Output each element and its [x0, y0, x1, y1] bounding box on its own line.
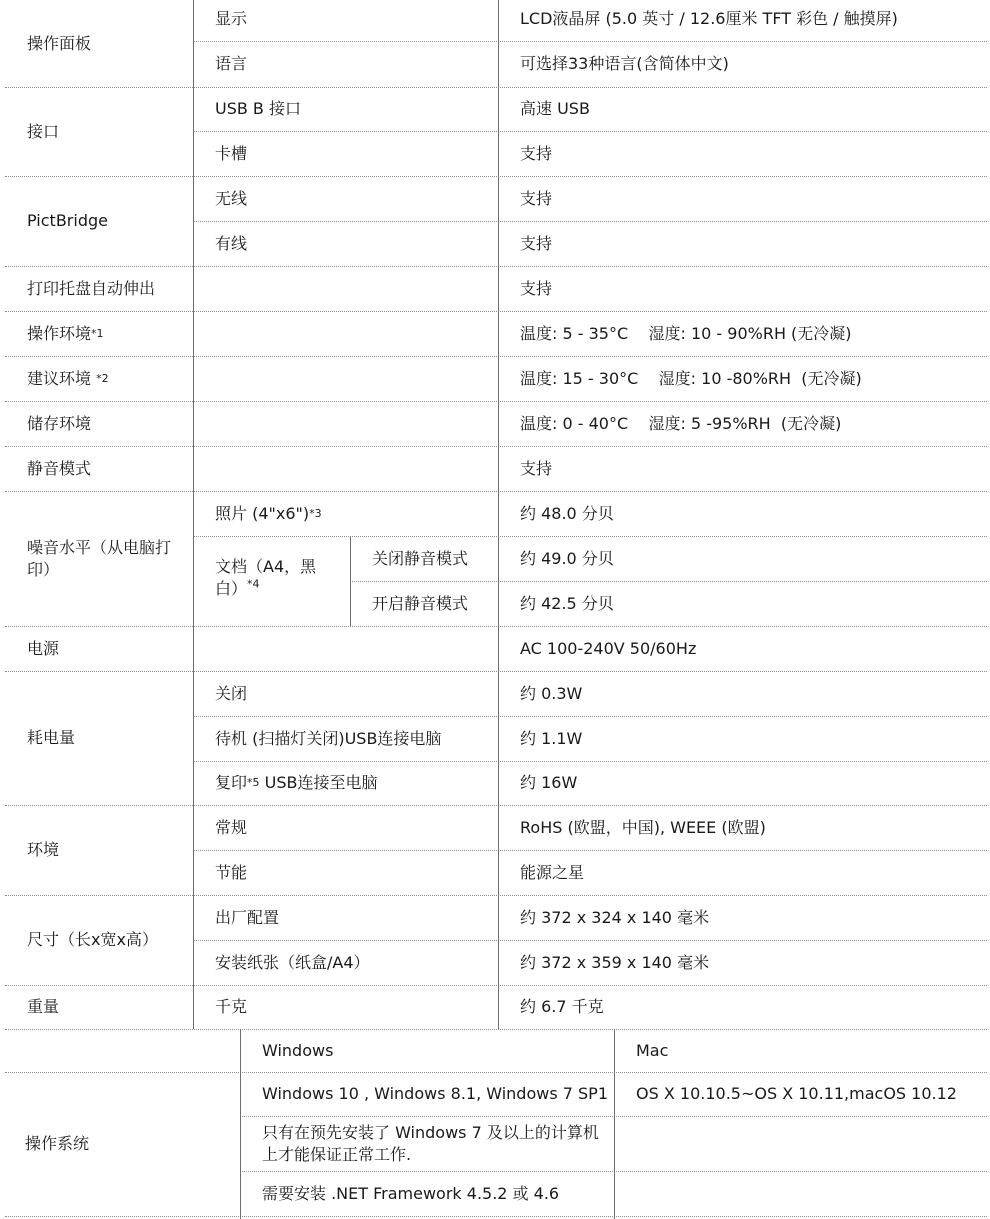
tray-label: 打印托盘自动伸出	[27, 278, 156, 298]
quiet-off-value: 约 49.0 分贝	[520, 548, 614, 568]
card-slot-value: 支持	[520, 143, 553, 163]
noise-label: 噪音水平（从电脑打印）	[27, 537, 172, 579]
power-label: 电源	[27, 638, 60, 658]
windows-header: Windows	[262, 1040, 334, 1060]
usb-port-label: USB B 接口	[215, 99, 301, 118]
quiet-mode-value: 支持	[520, 458, 553, 478]
quiet-off-label: 关闭静音模式	[372, 548, 469, 568]
os-label: 操作系统	[25, 1134, 90, 1153]
energy-label: 节能	[215, 862, 248, 882]
weight-unit-label: 千克	[215, 997, 248, 1016]
interface-label: 接口	[27, 121, 60, 141]
storage-env-value: 温度: 0 - 40°C 湿度: 5 -95%RH (无冷凝)	[520, 413, 842, 433]
recommended-env-value: 温度: 15 - 30°C 湿度: 10 -80%RH (无冷凝)	[520, 368, 862, 388]
wireless-value: 支持	[520, 188, 553, 208]
factory-config-label: 出厂配置	[215, 907, 280, 927]
with-paper-label: 安装纸张（纸盒/A4）	[215, 952, 370, 972]
weight-value: 约 6.7 千克	[520, 997, 604, 1016]
photo-noise-label: 照片 (4"x6") *3	[215, 503, 322, 523]
operating-env-value: 温度: 5 - 35°C 湿度: 10 - 90%RH (无冷凝)	[520, 323, 852, 343]
row-divider	[5, 1216, 987, 1217]
with-paper-value: 约 372 x 359 x 140 毫米	[520, 952, 710, 972]
operating-env-label: 操作环境 *1	[27, 323, 104, 343]
regulation-value: RoHS (欧盟，中国), WEEE (欧盟)	[520, 817, 766, 837]
recommended-env-label: 建议环境 *2	[27, 368, 109, 388]
wired-value: 支持	[520, 233, 553, 253]
quiet-on-value: 约 42.5 分贝	[520, 593, 614, 613]
tray-value: 支持	[520, 278, 553, 298]
windows-requirement-note: 只有在预先安装了 Windows 7 及以上的计算机上才能保证正常工作.	[262, 1122, 599, 1164]
power-value: AC 100-240V 50/60Hz	[520, 638, 697, 658]
environment-label: 环境	[27, 840, 60, 859]
quiet-on-label: 开启静音模式	[372, 593, 469, 613]
control-panel-label: 操作面板	[27, 33, 92, 53]
copy-value: 约 16W	[520, 773, 578, 792]
footnote-mark: *4	[247, 577, 260, 591]
wired-label: 有线	[215, 233, 248, 253]
mac-header: Mac	[636, 1040, 669, 1060]
quiet-mode-label: 静音模式	[27, 458, 92, 478]
standby-label: 待机 (扫描灯关闭)USB连接电脑	[215, 728, 442, 748]
dotnet-requirement-note: 需要安装 .NET Framework 4.5.2 或 4.6	[262, 1183, 560, 1203]
pictbridge-label: PictBridge	[27, 211, 108, 230]
weight-label: 重量	[27, 997, 60, 1016]
usb-port-value: 高速 USB	[520, 99, 590, 118]
factory-config-value: 约 372 x 324 x 140 毫米	[520, 907, 710, 927]
power-off-value: 约 0.3W	[520, 683, 583, 703]
energy-value: 能源之星	[520, 862, 585, 882]
language-label: 语言	[215, 54, 248, 73]
wireless-label: 无线	[215, 188, 248, 208]
card-slot-label: 卡槽	[215, 143, 248, 163]
power-off-label: 关闭	[215, 683, 248, 703]
language-value: 可选择33种语言(含简体中文)	[520, 54, 729, 73]
dimensions-label: 尺寸（长x宽x高）	[27, 930, 158, 949]
storage-env-label: 储存环境	[27, 413, 92, 433]
mac-versions: OS X 10.10.5~OS X 10.11,macOS 10.12	[636, 1084, 957, 1103]
windows-versions: Windows 10 , Windows 8.1, Windows 7 SP1	[262, 1084, 609, 1103]
standby-value: 约 1.1W	[520, 728, 583, 748]
photo-noise-value: 约 48.0 分贝	[520, 503, 614, 523]
copy-label: 复印 *5 USB连接至电脑	[215, 773, 378, 792]
display-label: 显示	[215, 8, 248, 28]
display-value: LCD液晶屏 (5.0 英寸 / 12.6厘米 TFT 彩色 / 触摸屏)	[520, 8, 898, 28]
consumption-label: 耗电量	[27, 728, 76, 747]
doc-noise-label: 文档（A4，黑白）$^{*4}$	[215, 557, 317, 598]
regulation-label: 常规	[215, 817, 248, 837]
